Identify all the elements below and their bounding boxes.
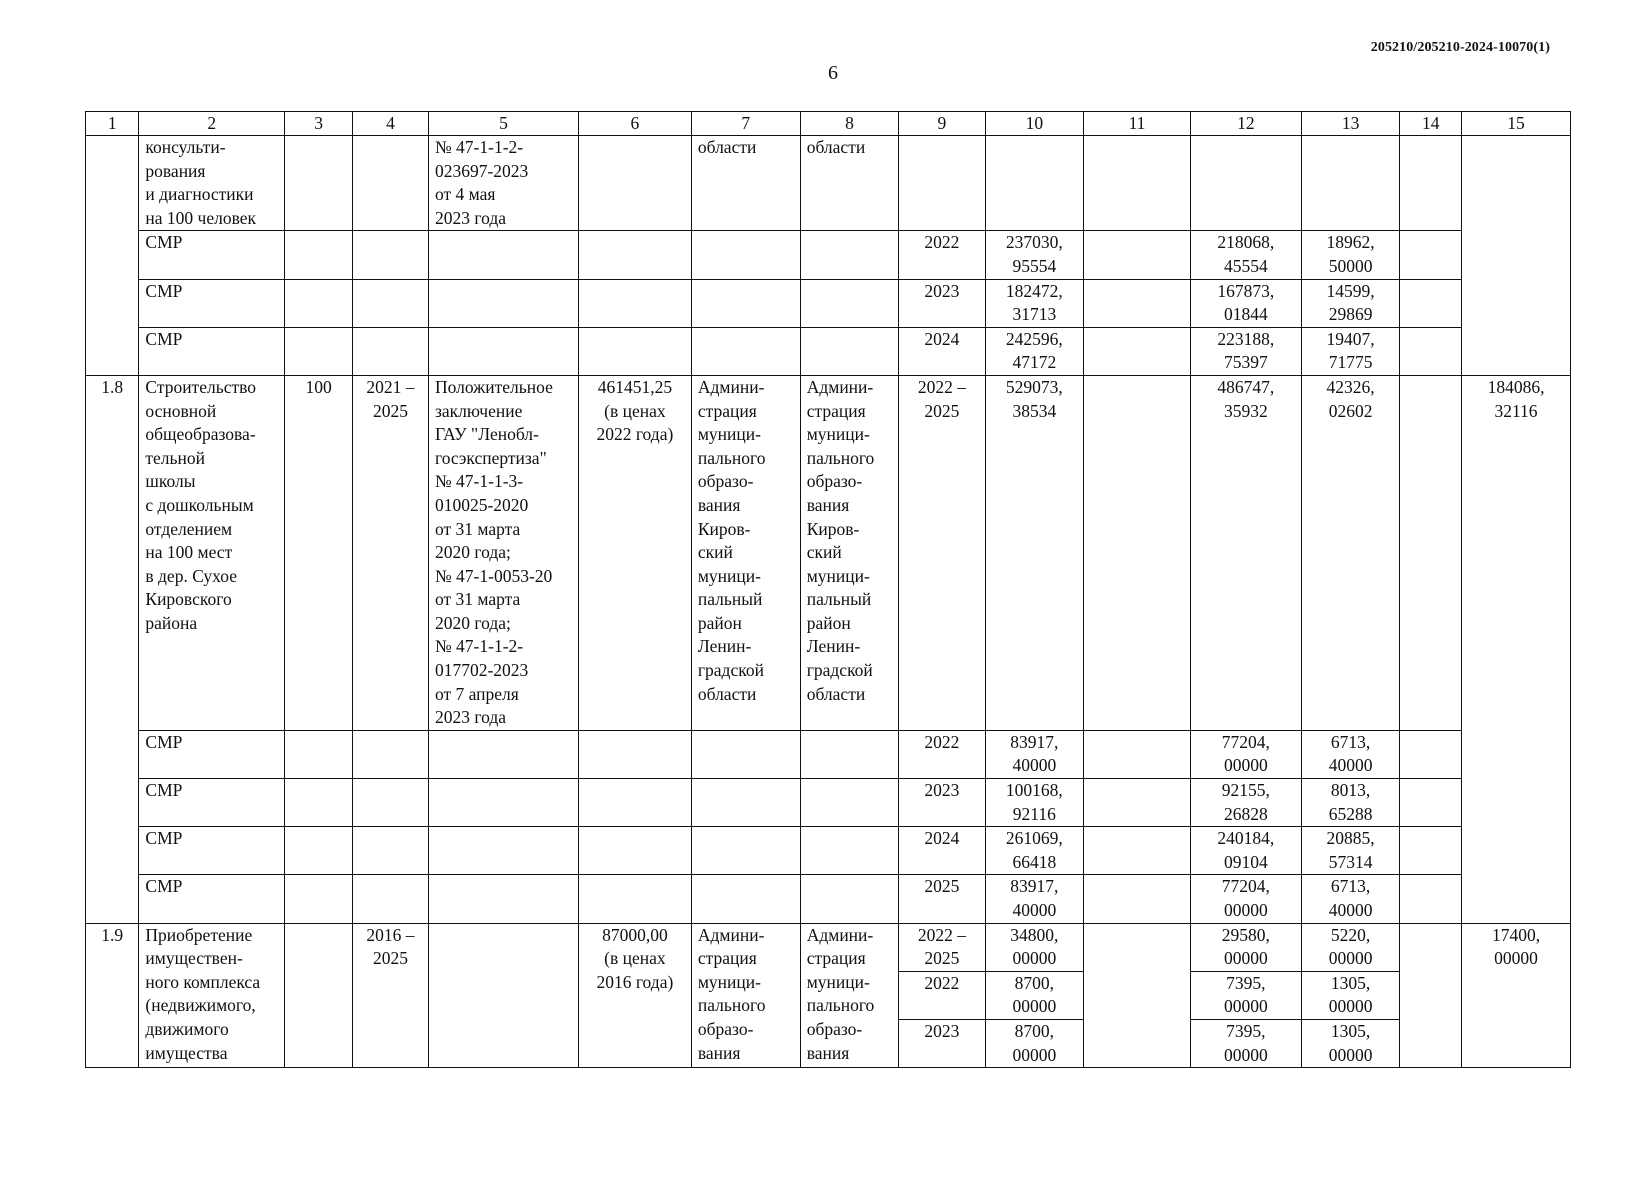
total-cell: 34800, 00000	[985, 923, 1084, 971]
row-number-cell	[86, 136, 139, 376]
cost-cell	[578, 136, 691, 231]
capacity-cell	[285, 136, 353, 231]
smr-label-cell: СМР	[139, 327, 285, 375]
col11-cell	[1084, 136, 1191, 231]
col13-cell: 5220, 00000	[1301, 923, 1400, 971]
col12-cell: 167873, 01844	[1190, 279, 1301, 327]
year-cell: 2022 – 2025	[899, 923, 985, 971]
year-cell: 2022 – 2025	[899, 375, 985, 730]
col-number-5: 5	[428, 112, 578, 136]
smr-label-cell: СМР	[139, 279, 285, 327]
cost-cell: 87000,00 (в ценах 2016 года)	[578, 923, 691, 1068]
col-number-15: 15	[1462, 112, 1571, 136]
object-name-cell: Приобретение имуществен- ного комплекса (недвижимого, движимого имущества	[139, 923, 285, 1068]
smr-label-cell: СМР	[139, 875, 285, 923]
smr-label-cell: СМР	[139, 231, 285, 279]
year-cell: 2023	[899, 1019, 985, 1067]
col12-cell: 486747, 35932	[1190, 375, 1301, 730]
cost-cell: 461451,25 (в ценах 2022 года)	[578, 375, 691, 730]
row-number-cell: 1.8	[86, 375, 139, 923]
col-number-13: 13	[1301, 112, 1400, 136]
col12-cell: 29580, 00000	[1190, 923, 1301, 971]
col13-cell: 18962, 50000	[1301, 231, 1400, 279]
col13-cell: 20885, 57314	[1301, 827, 1400, 875]
table-row	[86, 779, 1571, 827]
program-table	[85, 111, 1571, 1068]
total-cell: 242596, 47172	[985, 327, 1084, 375]
year-cell: 2022	[899, 730, 985, 778]
col12-cell: 240184, 09104	[1190, 827, 1301, 875]
total-cell: 8700, 00000	[985, 1019, 1084, 1067]
col12-cell: 218068, 45554	[1190, 231, 1301, 279]
developer-cell: Админи- страция муници- пального образо- вания Киров- ский муници- пальный район Ленин- градской области	[800, 375, 899, 730]
total-cell: 100168, 92116	[985, 779, 1084, 827]
col14-cell	[1400, 923, 1462, 1068]
customer-cell: Админи- страция муници- пального образо- вания Киров- ский муници- пальный район Ленин- градской области	[691, 375, 800, 730]
table-row	[86, 231, 1571, 279]
object-name-cell: консульти- рования и диагностики на 100 человек	[139, 136, 285, 231]
col11-cell	[1084, 923, 1191, 1068]
col13-cell	[1301, 136, 1400, 231]
col15-cell	[1462, 136, 1571, 376]
total-cell: 83917, 40000	[985, 730, 1084, 778]
col-number-3: 3	[285, 112, 353, 136]
total-cell: 237030, 95554	[985, 231, 1084, 279]
col13-cell: 6713, 40000	[1301, 730, 1400, 778]
conclusion-cell: Положительное заключение ГАУ "Ленобл- госэкспертиза" № 47-1-1-3- 010025-2020 от 31 марта 2020 года; № 47-1-0053-20 от 31 марта 2020 года; № 47-1-1-2- 017702-2023 от 7 апреля 2023 года	[428, 375, 578, 730]
period-cell: 2021 – 2025	[352, 375, 428, 730]
total-cell: 261069, 66418	[985, 827, 1084, 875]
year-cell: 2023	[899, 779, 985, 827]
year-cell: 2024	[899, 827, 985, 875]
document-id: 205210/205210-2024-10070(1)	[1370, 40, 1550, 55]
table-row	[86, 375, 1571, 730]
object-name-cell: Строительство основной общеобразова- тельной школы с дошкольным отделением на 100 мест в дер. Сухое Кировского района	[139, 375, 285, 730]
smr-label-cell: СМР	[139, 730, 285, 778]
col13-cell: 8013, 65288	[1301, 779, 1400, 827]
column-number-row	[86, 112, 1571, 136]
row-number-cell: 1.9	[86, 923, 139, 1068]
customer-cell: области	[691, 136, 800, 231]
col12-cell: 223188, 75397	[1190, 327, 1301, 375]
col14-cell	[1400, 375, 1462, 730]
total-cell: 8700, 00000	[985, 971, 1084, 1019]
col13-cell: 6713, 40000	[1301, 875, 1400, 923]
table-row	[86, 875, 1571, 923]
col13-cell: 1305, 00000	[1301, 1019, 1400, 1067]
conclusion-cell	[428, 923, 578, 1068]
table-row	[86, 327, 1571, 375]
col-number-4: 4	[352, 112, 428, 136]
col-number-9: 9	[899, 112, 985, 136]
col-number-7: 7	[691, 112, 800, 136]
col13-cell: 19407, 71775	[1301, 327, 1400, 375]
col13-cell: 1305, 00000	[1301, 971, 1400, 1019]
table-row	[86, 827, 1571, 875]
table-row	[86, 279, 1571, 327]
developer-cell: Админи- страция муници- пального образо- вания	[800, 923, 899, 1068]
col-number-10: 10	[985, 112, 1084, 136]
year-cell	[899, 136, 985, 231]
year-cell: 2022	[899, 971, 985, 1019]
smr-label-cell: СМР	[139, 827, 285, 875]
col12-cell: 77204, 00000	[1190, 730, 1301, 778]
col11-cell	[1084, 375, 1191, 730]
col-number-14: 14	[1400, 112, 1462, 136]
developer-cell: области	[800, 136, 899, 231]
capacity-cell	[285, 923, 353, 1068]
col-number-12: 12	[1190, 112, 1301, 136]
capacity-cell: 100	[285, 375, 353, 730]
col12-cell: 7395, 00000	[1190, 971, 1301, 1019]
col12-cell: 92155, 26828	[1190, 779, 1301, 827]
year-cell: 2024	[899, 327, 985, 375]
col-number-6: 6	[578, 112, 691, 136]
table-row	[86, 136, 1571, 231]
col15-cell: 17400, 00000	[1462, 923, 1571, 1068]
total-cell: 529073, 38534	[985, 375, 1084, 730]
customer-cell: Админи- страция муници- пального образо- вания	[691, 923, 800, 1068]
year-cell: 2023	[899, 279, 985, 327]
period-cell	[352, 136, 428, 231]
col13-cell: 42326, 02602	[1301, 375, 1400, 730]
col-number-2: 2	[139, 112, 285, 136]
total-cell: 182472, 31713	[985, 279, 1084, 327]
table-row	[86, 923, 1571, 971]
table-row	[86, 730, 1571, 778]
col-number-8: 8	[800, 112, 899, 136]
year-cell: 2022	[899, 231, 985, 279]
period-cell: 2016 – 2025	[352, 923, 428, 1068]
page-number: 6	[828, 62, 838, 84]
smr-label-cell: СМР	[139, 779, 285, 827]
total-cell	[985, 136, 1084, 231]
col-number-11: 11	[1084, 112, 1191, 136]
col-number-1: 1	[86, 112, 139, 136]
col13-cell: 14599, 29869	[1301, 279, 1400, 327]
total-cell: 83917, 40000	[985, 875, 1084, 923]
col14-cell	[1400, 136, 1462, 231]
col15-cell: 184086, 32116	[1462, 375, 1571, 923]
col12-cell: 77204, 00000	[1190, 875, 1301, 923]
col12-cell: 7395, 00000	[1190, 1019, 1301, 1067]
year-cell: 2025	[899, 875, 985, 923]
conclusion-cell: № 47-1-1-2- 023697-2023 от 4 мая 2023 года	[428, 136, 578, 231]
col12-cell	[1190, 136, 1301, 231]
